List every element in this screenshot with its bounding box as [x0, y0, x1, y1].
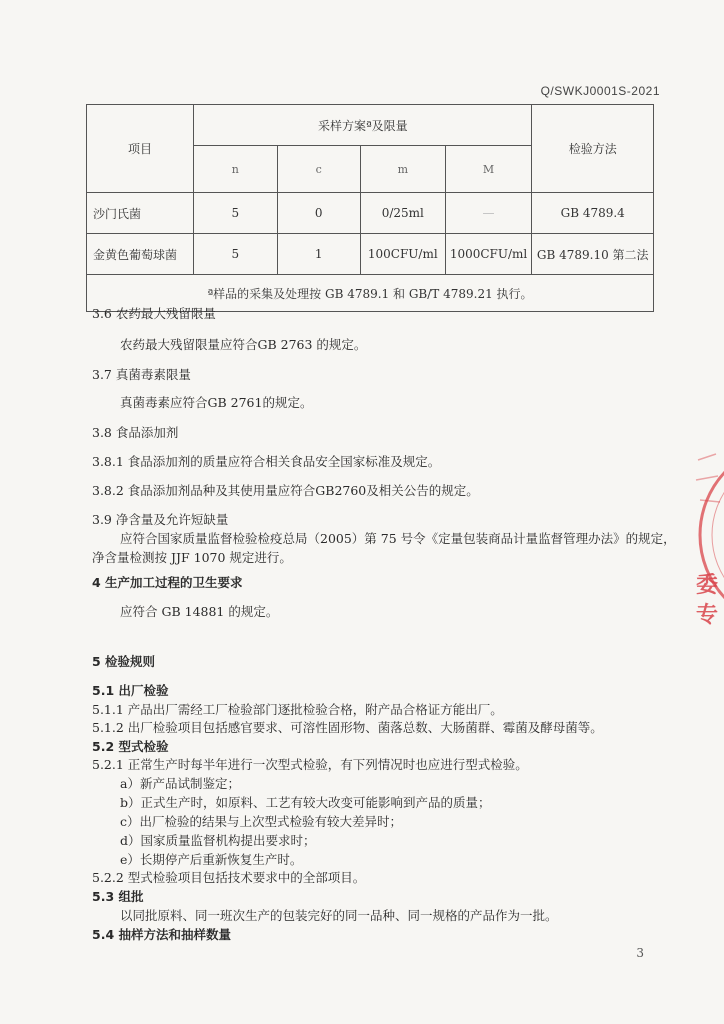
- red-seal-stamp-icon: [692, 440, 724, 630]
- section-4-text: 应符合 GB 14881 的规定。: [120, 604, 279, 619]
- section-5-1-1-text: 5.1.1 产品出厂需经工厂检验部门逐批检验合格，附产品合格证方能出厂。: [92, 702, 503, 717]
- section-3-8-1-text: 3.8.1 食品添加剂的质量应符合相关食品安全国家标准及规定。: [92, 454, 441, 469]
- cell-m: 100CFU/ml: [360, 234, 445, 275]
- section-5-1-heading: 5.1 出厂检验: [92, 683, 169, 698]
- header-c: c: [277, 146, 360, 193]
- section-5-2-1-text: 5.2.1 正常生产时每半年进行一次型式检验，有下列情况时也应进行型式检验。: [92, 757, 528, 772]
- cell-method: GB 4789.10 第二法: [532, 234, 654, 275]
- svg-text:委: 委: [696, 573, 719, 598]
- section-3-8-2-text: 3.8.2 食品添加剂品种及其使用量应符合GB2760及相关公告的规定。: [92, 483, 479, 498]
- list-item-b: b）正式生产时，如原料、工艺有较大改变可能影响到产品的质量；: [120, 795, 491, 810]
- table-row: [87, 234, 654, 275]
- cell-item: 金黄色葡萄球菌: [87, 234, 194, 275]
- section-5-2-2-text: 5.2.2 型式检验项目包括技术要求中的全部项目。: [92, 870, 366, 885]
- header-m-lower: m: [360, 146, 445, 193]
- cell-item: 沙门氏菌: [87, 193, 194, 234]
- section-3-7-text: 真菌毒素应符合GB 2761的规定。: [120, 395, 313, 410]
- cell-M: —: [445, 193, 532, 234]
- header-item: 项目: [87, 105, 194, 193]
- list-item-c: c）出厂检验的结果与上次型式检验有较大差异时；: [120, 814, 403, 829]
- standard-code: Q/SWKJ0001S-2021: [540, 84, 660, 98]
- header-sampling-plan: 采样方案ª及限量: [194, 105, 532, 146]
- cell-m: 0/25ml: [360, 193, 445, 234]
- cell-c: 0: [277, 193, 360, 234]
- section-5-3-heading: 5.3 组批: [92, 889, 144, 904]
- section-3-6-text: 农药最大残留限量应符合GB 2763 的规定。: [120, 337, 367, 352]
- section-5-heading: 5 检验规则: [92, 654, 156, 669]
- cell-c: 1: [277, 234, 360, 275]
- cell-n: 5: [194, 193, 277, 234]
- svg-text:专: 专: [696, 603, 719, 628]
- section-5-3-text: 以同批原料、同一班次生产的包装完好的同一品种、同一规格的产品作为一批。: [120, 908, 558, 923]
- section-3-6-heading: 3.6 农药最大残留限量: [92, 306, 216, 321]
- header-n: n: [194, 146, 277, 193]
- section-4-heading: 4 生产加工过程的卫生要求: [92, 575, 243, 590]
- section-3-9-text-1: 应符合国家质量监督检验检疫总局（2005）第 75 号令《定量包装商品计量监督管理办法》的规定，: [120, 531, 676, 546]
- section-3-8-heading: 3.8 食品添加剂: [92, 425, 179, 440]
- cell-method: GB 4789.4: [532, 193, 654, 234]
- header-m-upper: M: [445, 146, 532, 193]
- cell-M: 1000CFU/ml: [445, 234, 532, 275]
- header-method: 检验方法: [532, 105, 654, 193]
- list-item-d: d）国家质量监督机构提出要求时；: [120, 833, 316, 848]
- list-item-e: e）长期停产后重新恢复生产时。: [120, 852, 303, 867]
- section-5-4-heading: 5.4 抽样方法和抽样数量: [92, 927, 231, 942]
- section-3-9-text-2: 净含量检测按 JJF 1070 规定进行。: [92, 550, 292, 565]
- section-5-1-2-text: 5.1.2 出厂检验项目包括感官要求、可溶性固形物、菌落总数、大肠菌群、霉菌及酵母菌等。: [92, 720, 603, 735]
- table-row: [87, 193, 654, 234]
- cell-n: 5: [194, 234, 277, 275]
- page-number: 3: [636, 946, 644, 960]
- section-3-9-heading: 3.9 净含量及允许短缺量: [92, 512, 229, 527]
- microbial-limits-table: [86, 104, 654, 312]
- section-5-2-heading: 5.2 型式检验: [92, 739, 169, 754]
- table-footnote: ª样品的采集及处理按 GB 4789.1 和 GB/T 4789.21 执行。: [87, 275, 654, 312]
- list-item-a: a）新产品试制鉴定；: [120, 776, 240, 791]
- section-3-7-heading: 3.7 真菌毒素限量: [92, 367, 191, 382]
